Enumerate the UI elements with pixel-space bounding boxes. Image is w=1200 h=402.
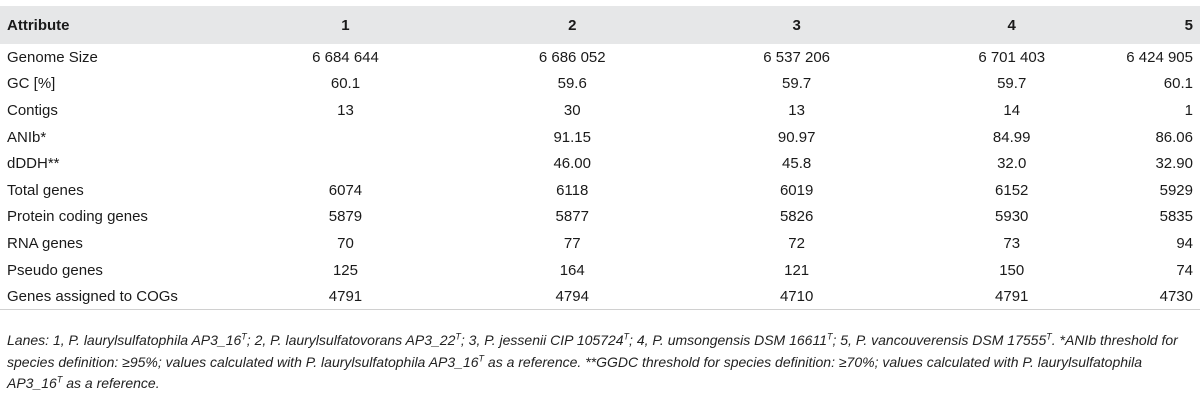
cell: 6152 [995,181,1029,199]
cell: 72 [788,234,805,252]
cell: 4791 [995,287,1029,305]
header-attribute: Attribute [7,16,70,34]
cell: 91.15 [553,128,591,146]
cell: 14 [1003,101,1021,119]
cell [243,150,449,177]
cell: 5826 [779,208,814,226]
type-strain-superscript: T [623,331,630,342]
type-strain-superscript: T [478,352,485,363]
row-label: Genome Size [7,48,98,66]
cell: 125 [332,261,358,279]
row-label: Total genes [7,181,84,199]
genome-attributes-table [0,6,1200,310]
row-label: Genes assigned to COGs [7,287,178,305]
cell: 6019 [779,181,814,199]
cell: 6 424 905 [1126,48,1193,66]
cell: 164 [559,261,585,279]
cell: 5877 [555,208,589,226]
lane-5-text: ; 5, P. vancouverensis DSM 17555 [832,332,1047,348]
cell: 4791 [328,287,363,305]
cell: 30 [563,101,581,119]
cell: 59.7 [782,75,812,93]
row-label: dDDH** [7,155,60,173]
type-strain-superscript: T [455,331,461,342]
cell: 73 [1003,234,1021,252]
type-strain-superscript: T [241,331,247,342]
table-row [0,124,1200,151]
cell: 86.06 [1155,128,1193,146]
cell: 77 [563,234,581,252]
table-row [0,283,1200,310]
cell: 121 [784,261,810,279]
cell: 4730 [1159,287,1193,305]
cell: 32.90 [1155,155,1193,173]
cell: 6 701 403 [978,48,1046,66]
cell: 150 [999,261,1025,279]
ggdc-note: as a reference. **GGDC threshold for species definition: ≥70%; values calculated with P. laurylsulfatophila AP3_16 [7,353,1143,391]
table-row [0,204,1200,231]
row-label: Pseudo genes [7,261,103,279]
table-row [0,257,1200,284]
table-row [0,97,1200,124]
cell: 6 686 052 [538,48,606,66]
cell: 4794 [555,287,589,305]
cell: 6 537 206 [763,48,831,66]
footnote-end: as a reference. [62,375,160,391]
row-label: GC [%] [7,75,56,93]
table-footnote: Lanes: 1, P. laurylsulfatophila $AP3\_16^T$; 2, P. laurylsulfatovorans $AP3\_22^T$; 3, P. jessenii CIP $105724^T$; 4, P. umsongensis DSM $16611^T$; 5, P. vancouverensis DSM $17555^T$. *ANIb threshold for species definition: ≥95%; values calculated with P. laurylsulfatophila $AP3\_16^T$ as a reference. **GGDC threshold for species definition: ≥70%; values calculated with P. laurylsulfatophila $AP3\_16^T$ as a reference. [7,331,1178,391]
table-row [0,177,1200,204]
anib-threshold-note: *ANIb threshold for species definition: ≥95% [7,332,1178,370]
lane-2-text: ; 2, P. laurylsulfatovorans AP3_22 [246,332,456,348]
lane-1-text: 1, P. laurylsulfatophila AP3_16 [52,332,242,348]
header-lane-3: 3 [792,16,801,34]
table-header-row [0,6,1200,44]
table-row [0,71,1200,98]
cell: 45.8 [782,155,812,173]
cell: 59.6 [557,75,587,93]
cell: 94 [1176,234,1193,252]
cell: 13 [337,101,354,119]
row-label: Contigs [7,101,58,119]
cell: 32.0 [997,155,1027,173]
lanes-prefix: Lanes: [7,332,53,348]
cell: 5879 [328,208,363,226]
cell: 5930 [995,208,1029,226]
header-lane-2: 2 [568,16,577,34]
cell: 60.1 [330,75,361,93]
cell: 59.7 [997,75,1027,93]
cell: 5835 [1159,208,1193,226]
cell: 6118 [556,181,589,199]
type-strain-superscript: T [56,374,63,385]
header-lane-5: 5 [1184,16,1193,34]
cell: 74 [1176,261,1193,279]
header-lane-4: 4 [1007,16,1016,34]
cell: 84.99 [992,128,1031,146]
cell: 90.97 [777,128,816,146]
row-label: RNA genes [7,234,83,252]
cell: 46.00 [553,155,591,173]
type-strain-superscript: T [1046,331,1052,342]
table-row [0,150,1200,177]
cell [243,124,449,151]
header-lane-1: 1 [341,16,350,34]
table-row [0,230,1200,257]
row-label: ANIb* [7,128,47,146]
cell: 60.1 [1163,75,1193,93]
cell: 6 684 644 [312,48,379,66]
lane-4-text: ; 4, P. umsongensis DSM 16611 [629,332,827,348]
lane-3-text: ; 3, P. jessenii CIP 105724 [460,332,624,348]
cell: 13 [788,101,805,119]
cell: 1 [1184,101,1193,119]
cell: 4710 [779,287,814,305]
anib-note-a: ; values calculated with P. laurylsulfatophila AP3_16 [157,353,479,370]
table-row [0,44,1200,71]
cell: 5929 [1159,181,1193,199]
type-strain-superscript: T [826,331,833,342]
row-label: Protein coding genes [7,208,148,226]
cell: 70 [337,234,354,252]
cell: 6074 [328,181,363,199]
